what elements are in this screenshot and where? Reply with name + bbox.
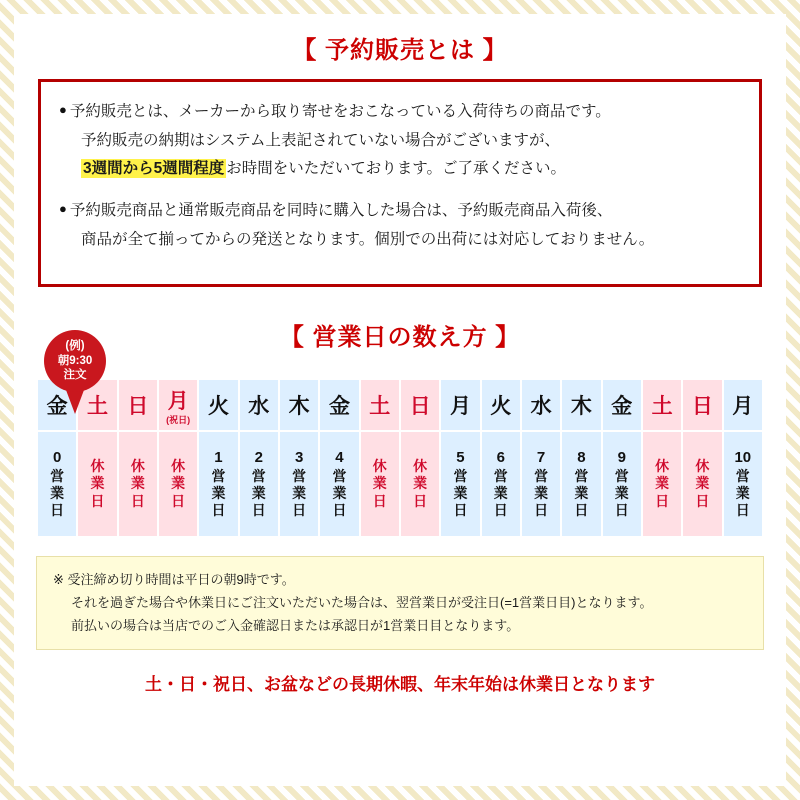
calendar-count-number: 6 [496, 449, 505, 467]
page-content [14, 14, 786, 786]
calendar-day-label: 火 [490, 395, 512, 418]
preorder-p1-line3 [59, 155, 741, 184]
calendar-day-label: 日 [691, 395, 713, 418]
calendar-count-label: 休 業 日 [655, 458, 670, 509]
calendar-count-label: 営 業 日 [534, 467, 549, 518]
calendar-count-content [280, 449, 318, 519]
calendar-count-cell [481, 431, 521, 537]
preorder-info-box [38, 79, 762, 287]
calendar-day-cell [723, 379, 763, 431]
calendar-day-cell [440, 379, 480, 431]
calendar-count-content [199, 449, 237, 519]
calendar-day-cell [642, 379, 682, 431]
calendar-count-number: 5 [456, 449, 465, 467]
calendar-count-cell [279, 431, 319, 537]
calendar-count-number: 2 [254, 449, 263, 467]
preorder-p1-line1: 予約販売とは、メーカーから取り寄せをおこなっている入荷待ちの商品です。 [69, 103, 611, 120]
calendar-count-label: 休 業 日 [413, 458, 428, 509]
calendar-day-label: 金 [611, 395, 633, 418]
calendar-count-label: 営 業 日 [211, 467, 226, 518]
calendar-day-label: 水 [248, 395, 270, 418]
calendar-count-label: 営 業 日 [292, 467, 307, 518]
preorder-paragraph-2 [59, 197, 741, 254]
calendar-day-sublabel: (祝日) [166, 415, 191, 425]
holiday-footer-note: 土・日・祝日、お盆などの長期休暇、年末年始は休業日となります [145, 675, 655, 695]
calendar-day-row [37, 379, 763, 431]
callout-line2: 朝9:30 [57, 354, 93, 367]
calendar-count-cell [723, 431, 763, 537]
calendar-count-cell [400, 431, 440, 537]
calendar-count-label: 休 業 日 [372, 458, 387, 509]
calendar-count-cell [77, 431, 117, 537]
calendar-day-label: 日 [127, 395, 149, 418]
callout-tail-icon [66, 390, 84, 414]
calendar-count-cell [642, 431, 682, 537]
calendar-count-label: 営 業 日 [735, 467, 750, 518]
calendar-day-cell [561, 379, 601, 431]
business-day-calendar [36, 340, 764, 538]
calendar-count-label: 営 業 日 [251, 467, 266, 518]
calendar-day-cell [602, 379, 642, 431]
calendar-day-cell [118, 379, 158, 431]
calendar-count-content [159, 458, 197, 509]
preorder-p2-line2: 商品が全て揃ってからの発送となります。個別での出荷には対応しておりません。 [81, 230, 655, 248]
calendar-day-cell [521, 379, 561, 431]
calendar-day-label: 土 [369, 395, 391, 418]
calendar-day-label: 木 [288, 395, 310, 418]
calendar-count-content [482, 449, 520, 519]
calendar-count-cell [319, 431, 359, 537]
preorder-p2-line1: 予約販売商品と通常販売商品を同時に購入した場合は、予約販売商品入荷後、 [69, 202, 613, 220]
calendar-day-label: 木 [570, 395, 592, 418]
calendar-count-cell [682, 431, 722, 537]
preorder-paragraph-1 [59, 98, 741, 184]
calendar-count-number: 3 [294, 449, 304, 467]
calendar-day-cell [198, 379, 238, 431]
calendar-day-cell [481, 379, 521, 431]
callout-line3: 注文 [63, 369, 87, 382]
bullet-icon: ● [59, 201, 67, 217]
calendar-count-content [643, 458, 681, 509]
calendar-count-cell [561, 431, 601, 537]
calendar-count-label: 営 業 日 [332, 467, 347, 518]
calendar-count-number: 0 [52, 449, 62, 467]
calendar-day-label: 月 [167, 390, 189, 413]
calendar-day-cell [279, 379, 319, 431]
calendar-day-label: 金 [328, 395, 350, 418]
calendar-count-content [724, 449, 762, 519]
calendar-count-number: 8 [577, 449, 586, 467]
note-line2: それを過ぎた場合や休業日にご注文いただいた場合は、翌営業日が受注日(=1営業日目)となります。 [71, 594, 653, 610]
calendar-count-cell [602, 431, 642, 537]
calendar-count-label: 休 業 日 [130, 458, 145, 509]
calendar-count-content [38, 449, 76, 519]
calendar-count-cell [521, 431, 561, 537]
calendar-day-label: 土 [651, 395, 673, 418]
callout-line1: (例) [65, 340, 85, 353]
calendar-day-label: 金 [46, 395, 68, 418]
calendar-count-content [119, 458, 157, 509]
calendar-count-content [441, 449, 479, 519]
section1-title: 【 予約販売とは 】 [292, 37, 508, 64]
calendar-count-content [78, 458, 116, 509]
calendar-day-label: 水 [530, 395, 552, 418]
calendar-count-cell [37, 431, 77, 537]
calendar-day-cell [360, 379, 400, 431]
example-order-callout [44, 330, 106, 392]
calendar-count-label: 営 業 日 [614, 467, 629, 518]
calendar-day-cell [239, 379, 279, 431]
order-cutoff-note [36, 556, 764, 650]
calendar-count-cell [158, 431, 198, 537]
calendar-count-label: 営 業 日 [453, 467, 468, 518]
calendar-count-label: 休 業 日 [695, 458, 710, 509]
calendar-day-cell [400, 379, 440, 431]
calendar-day-label: 月 [732, 395, 754, 418]
calendar-count-content [361, 458, 399, 509]
calendar-day-label: 火 [207, 395, 229, 418]
preorder-p1-line3-rest: お時間をいただいております。ご了承ください。 [226, 160, 567, 178]
calendar-day-label: 日 [409, 395, 431, 418]
calendar-day-cell [319, 379, 359, 431]
calendar-count-label: 休 業 日 [90, 458, 105, 509]
bullet-icon: ● [59, 102, 67, 117]
note-line3: 前払いの場合は当店でのご入金確認日または承認日が1営業日目となります。 [71, 617, 520, 633]
calendar-count-number: 1 [214, 449, 223, 467]
calendar-count-cell [118, 431, 158, 537]
calendar-count-content [522, 449, 560, 519]
calendar-count-content [562, 449, 600, 519]
calendar-count-cell [198, 431, 238, 537]
calendar-count-number: 10 [734, 449, 752, 467]
calendar-count-content [401, 458, 439, 509]
lead-time-highlight: 3週間から5週間程度 [83, 160, 225, 178]
calendar-day-cell [158, 379, 198, 431]
calendar-count-number: 9 [617, 449, 626, 467]
calendar-count-content [603, 449, 641, 519]
calendar-day-label: 月 [449, 395, 471, 418]
calendar-day-label: 土 [86, 395, 108, 418]
calendar-count-label: 営 業 日 [493, 467, 508, 518]
section2-title: 【 営業日の数え方 】 [279, 324, 521, 351]
calendar-count-row [37, 431, 763, 537]
calendar-count-content [683, 458, 721, 509]
calendar-count-cell [239, 431, 279, 537]
note-line1: ※ 受注締め切り時間は平日の朝9時です。 [53, 572, 295, 587]
calendar-count-content [320, 449, 358, 519]
calendar-day-cell [682, 379, 722, 431]
calendar-count-cell [440, 431, 480, 537]
calendar-count-label: 営 業 日 [574, 467, 589, 518]
preorder-p1-line2: 予約販売の納期はシステム上表記されていない場合がございますが、 [81, 131, 560, 149]
calendar-count-number: 4 [335, 449, 344, 467]
calendar-table [36, 378, 764, 538]
calendar-count-label: 休 業 日 [171, 458, 186, 509]
calendar-count-number: 7 [536, 449, 546, 467]
calendar-count-content [240, 449, 278, 519]
calendar-count-label: 営 業 日 [50, 467, 65, 518]
calendar-count-cell [360, 431, 400, 537]
